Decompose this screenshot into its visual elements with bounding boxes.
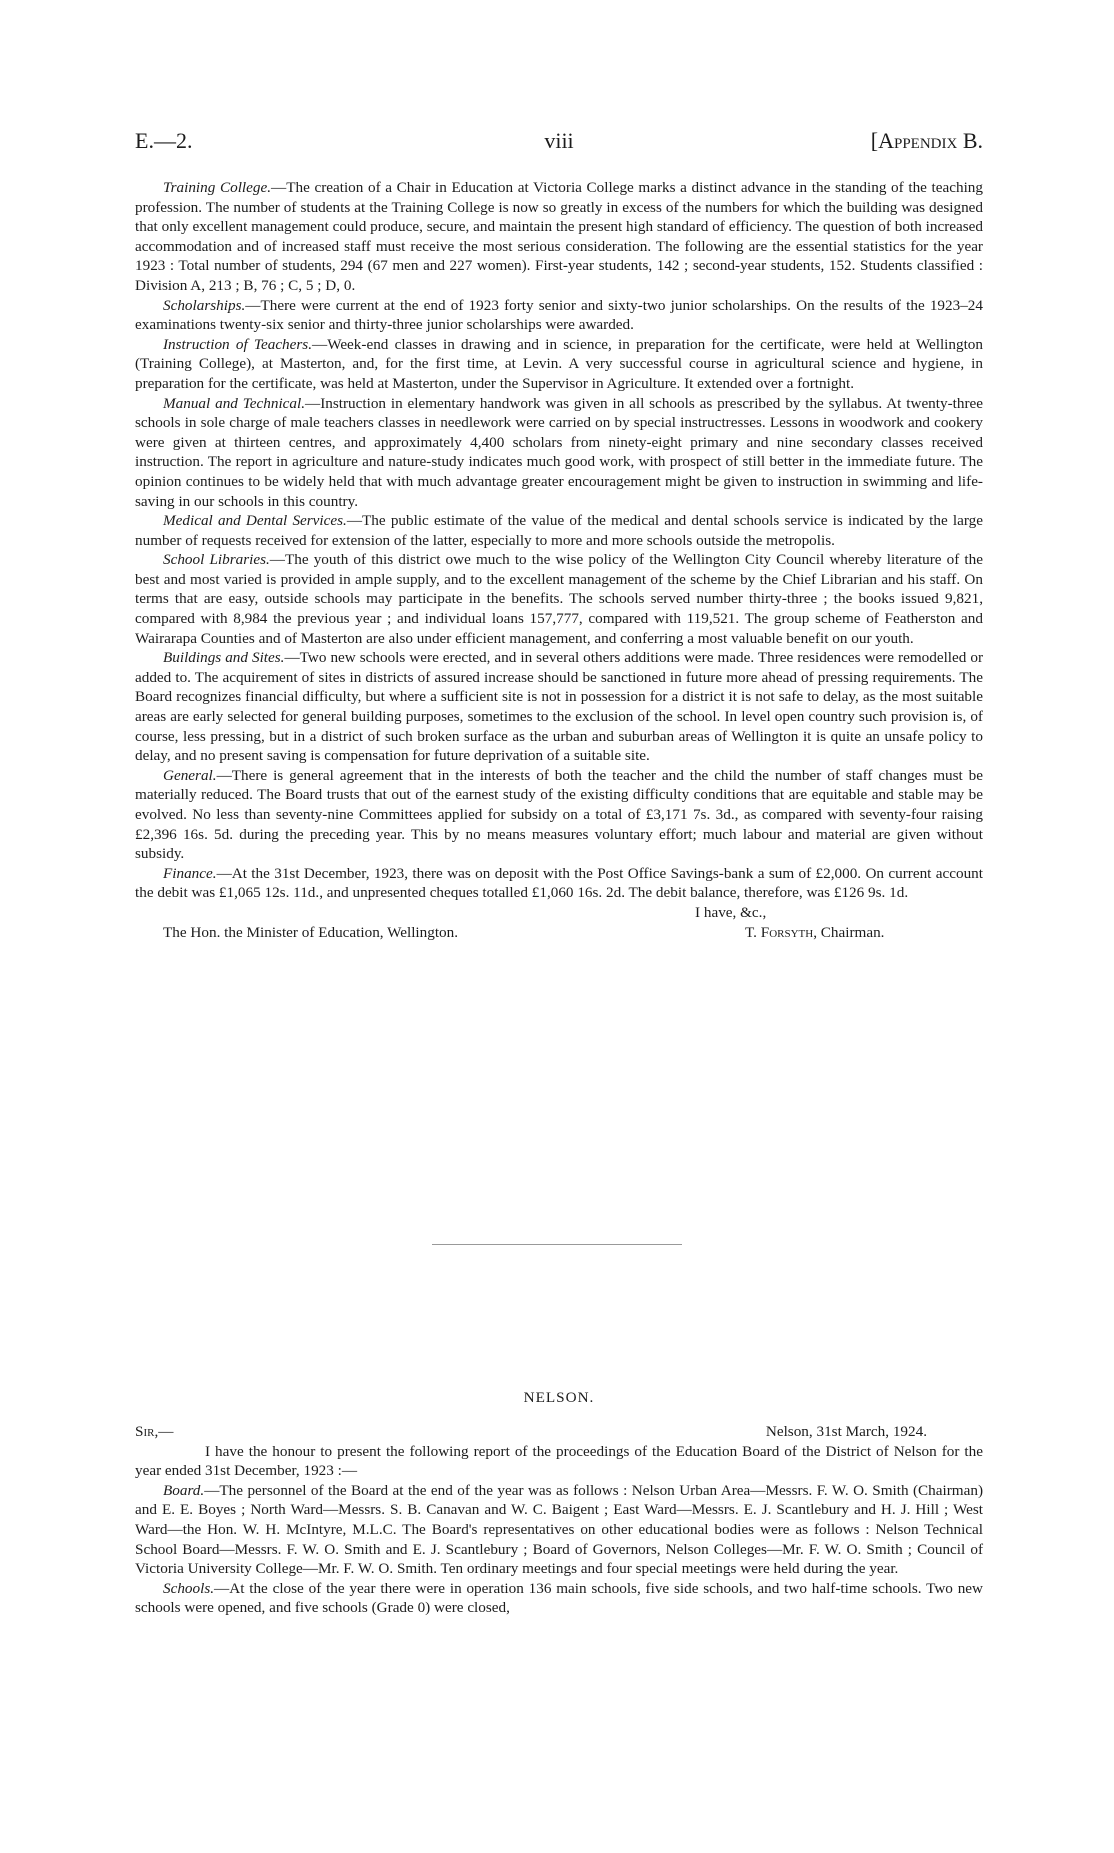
paragraph-board — [135, 1481, 983, 1579]
report-code: E.—2. — [135, 128, 193, 153]
paragraph-schools — [135, 1579, 983, 1618]
paragraph-instruction-of-teachers — [135, 335, 983, 394]
paragraph-medical-and-dental — [135, 511, 983, 550]
paragraph-heading: General. — [163, 766, 217, 784]
paragraph-general — [135, 766, 983, 864]
paragraph-text: —There is general agreement that in the interests of both the teacher and the child the number of staff changes must be materially reduced. The Board trusts that out of the earnest study of the existing difficulty conditions that are equitable and stable may be evolved. No less than seventy-nine Committees applied for subsidy on a total of £3,171 7s. 3d., as compared with seventy-four raising £2,396 16s. 5d. during the preceding year. This by no means measures voluntary effort; much labour and material are given without subsidy. — [135, 766, 983, 863]
letter-date: Nelson, 31st March, 1924. — [765, 1422, 927, 1440]
signature-title: , Chairman. — [813, 923, 885, 941]
paragraph-heading: Instruction of Teachers. — [163, 335, 313, 353]
page-header — [135, 128, 983, 158]
salutation: Sir,— — [135, 1422, 174, 1440]
paragraph-heading: School Libraries. — [163, 551, 270, 569]
paragraph-scholarships — [135, 296, 983, 335]
paragraph-text: —The personnel of the Board at the end of the year was as follows : Nelson Urban Area—Messrs. F. W. O. Smith (Chairman) and E. E. Boyes ; North Ward—Messrs. S. B. Canavan and W. C. Baigent ; East Ward—Messrs. E. J. Scantlebury and H. J. Hill ; West Ward—the Hon. W. H. McIntyre, M.L.C. The Board's representatives on other educational bodies were as follows : Nelson Technical School Board—Messrs. F. W. O. Smith and E. J. Scantlebury ; Board of Governors, Nelson Colleges—Mr. F. W. O. Smith ; Council of Victoria University College—Mr. F. W. O. Smith. Ten ordinary meetings and four special meetings were held during the year. — [135, 1481, 983, 1578]
paragraph-heading: Schools. — [163, 1579, 215, 1597]
letter-closing — [135, 903, 983, 945]
paragraph-finance — [135, 864, 983, 903]
paragraph-heading: Manual and Technical. — [163, 394, 306, 412]
paragraph-heading: Board. — [163, 1481, 205, 1499]
signature — [745, 923, 884, 943]
paragraph-training-college — [135, 178, 983, 296]
paragraph-text: —At the 31st December, 1923, there was on deposit with the Post Office Savings-bank a sum of £2,000. On current account the debit was £1,065 12s. 11d., and unpresented cheques totalled £1,060 16s. 2d. The debit balance, therefore, was £126 9s. 1d. — [135, 864, 983, 902]
page-number: viii — [544, 128, 574, 153]
paragraph-heading: Medical and Dental Services. — [163, 512, 347, 530]
paragraph-text: —Two new schools were erected, and in several others additions were made. Three residences were remodelled or added to. The acquirement of sites in districts of assured increase should be sanctioned in future more ahead of pressing requirements. The Board recognizes financial difficulty, but where a sufficient site is not in possession for a district it is not safe to delay, as the most suitable areas are early selected for general building purposes, sometimes to the exclusion of the school. In level open country such provision is, of course, less pressing, but in a district of such broken surface as the urban and suburban areas of Wellington it is quite an unsafe policy to delay, and no present saving is compensation for future deprivation of a suitable site. — [135, 649, 983, 765]
paragraph-heading: Buildings and Sites. — [163, 649, 285, 667]
paragraph-text: —The public estimate of the value of the medical and dental schools service is indicated by the large number of requests received for extension of the latter, especially to more and more schools outside the metropolis. — [135, 512, 983, 549]
valediction: I have, &c., — [695, 903, 767, 921]
signature-initial: T. — [745, 923, 761, 941]
intro-paragraph: I have the honour to present the following report of the proceedings of the Education Board of the District of Nelson for the year ended 31st December, 1923 :— — [135, 1442, 983, 1480]
salutation-line — [135, 1422, 983, 1442]
paragraph-text: —The creation of a Chair in Education at Victoria College marks a distinct advance in the standing of the teaching profession. The number of students at the Training College is now so greatly in excess of the numbers for which the building was designed that only excellent management could produce, secure, and maintain the present high standard of efficiency. The question of both increased accommodation and of increased staff must receive the most serious consideration. The following are the essential statistics for the year 1923 : Total number of students, 294 (67 men and 227 women). First-year students, 142 ; second-year students, 152. Students classified : Division A, 213 ; B, 76 ; C, 5 ; D, 0. — [135, 179, 983, 294]
section-divider — [432, 1244, 682, 1245]
paragraph-heading: Finance. — [163, 864, 217, 882]
paragraph-school-libraries — [135, 550, 983, 648]
section-title: NELSON. — [523, 1389, 595, 1406]
paragraph-text: —Instruction in elementary handwork was given in all schools as prescribed by the syllabus. At twenty-three schools in sole charge of male teachers classes in needlework were carried on by special instructresses. Lessons in woodwork and cookery were given at thirteen centres, and approximately 4,400 scholars from ninety-eight primary and nine secondary classes received instruction. The report in agriculture and nature-study indicates much good work, with prospect of still better in the immediate future. The opinion continues to be widely held that with much advantage greater encouragement might be given to instruction in swimming and life-saving in our schools in this country. — [135, 394, 984, 510]
paragraph-text: —The youth of this district owe much to the wise policy of the Wellington City Council whereby literature of the best and most varied is provided in ample supply, and to the excellent management of the scheme by the Chief Librarian and his staff. On terms that are easy, outside schools may participate in the benefits. The schools served number thirty-three ; the books issued 9,821, compared with 8,984 the previous year ; and individual loans 157,777, compared with 119,521. The group scheme of Featherston and Wairarapa Counties and of Masterton are also under efficient management, and conferring a most valuable benefit on our youth. — [135, 551, 983, 647]
wellington-report-body — [135, 178, 983, 945]
paragraph-manual-and-technical — [135, 394, 983, 512]
paragraph-text: —Week-end classes in drawing and in science, in preparation for the certificate, were held at Wellington (Training College), at Masterton, and, for the first time, at Levin. A very successful course in agricultural science and hygiene, in preparation for the certificate, was held at Masterton, under the Supervisor in Agriculture. It extended over a fortnight. — [135, 335, 983, 392]
paragraph-buildings-and-sites — [135, 648, 983, 766]
nelson-report — [135, 1388, 983, 1618]
paragraph-heading: Training College. — [163, 179, 272, 196]
addressee: The Hon. the Minister of Education, Wellington. — [163, 923, 459, 941]
paragraph-heading: Scholarships. — [163, 296, 246, 314]
paragraph-text: —At the close of the year there were in operation 136 main schools, five side schools, and two half-time schools. Two new schools were opened, and five schools (Grade 0) were closed, — [135, 1579, 983, 1617]
signature-name: Forsyth — [760, 923, 814, 941]
paragraph-text: —There were current at the end of 1923 forty senior and sixty-two junior scholarships. On the results of the 1923–24 examinations twenty-six senior and thirty-three junior scholarships were awarded. — [135, 296, 983, 334]
appendix-label: [Appendix B. — [870, 128, 983, 153]
